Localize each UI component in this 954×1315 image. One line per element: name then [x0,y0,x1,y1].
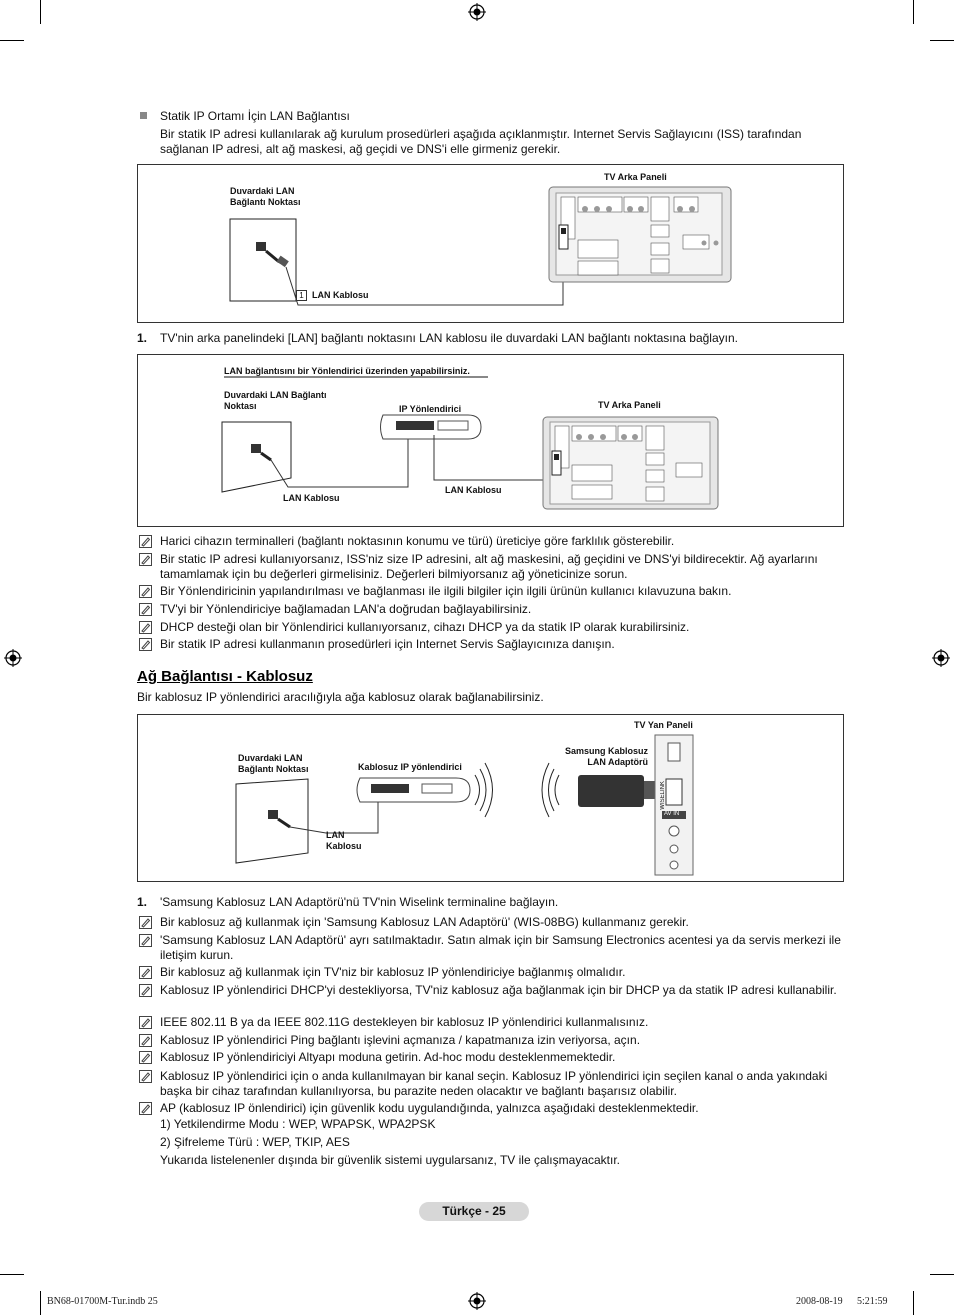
sub-line: 1) Yetkilendirme Modu : WEP, WPAPSK, WPA2PSK [160,1117,436,1131]
section-title: Statik IP Ortamı İçin LAN Bağlantısı [160,109,350,123]
note-icon [139,1102,152,1115]
note-icon [139,638,152,651]
step-number: 1. [137,331,148,345]
note-text: Kablosuz IP yönlendiriciyi Altyapı moduna getirin. Ad-hoc modu desteklenmemektedir. [160,1050,616,1064]
section-intro: Bir statik IP adresi kullanılarak ağ kurulum prosedürleri aşağıda açıklanmıştır. Internet Servis Sağlayıcını (ISS) tarafından sağlanan IP adresi, alt ağ maskesi, ağ geçidi ve DNS'i elle girmeniz gerekir. [160,127,802,156]
crop-mark [913,1291,914,1315]
note-text: Kablosuz IP yönlendirici Ping bağlantı işlevini açmanıza / kapatmanıza izin veriyorsa, açın. [160,1033,641,1047]
crop-mark [40,0,41,24]
diagram-lan-direct [137,164,844,323]
crop-mark [0,40,24,41]
note-text: AP (kablosuz IP önlendirici) için güvenlik kodu uygulandığında, yalnızca aşağıdaki desteklenmektedir. [160,1101,699,1115]
lan-cable-label: LAN Kablosu [326,830,362,851]
note-text: IEEE 802.11 B ya da IEEE 802.11G destekleyen bir kablosuz IP yönlendirici kullanmalısınız. [160,1015,649,1029]
note-text: Bir Yönlendiricinin yapılandırılması ve bağlanması ile ilgili bilgiler için ilgili ürünün kullanıcı kılavuzuna bakın. [160,584,732,598]
registration-mark-icon [468,1292,486,1310]
note-icon [139,535,152,548]
step-text: 'Samsung Kablosuz LAN Adaptörü'nü TV'nin Wiselink terminaline bağlayın. [160,895,559,909]
crop-mark [913,0,914,24]
lan-cable-label: LAN Kablosu [283,493,340,503]
note-icon [139,966,152,979]
note-text: Bir kablosuz ağ kullanmak için 'Samsung Kablosuz LAN Adaptörü' (WIS-08BG) kullanmanız gerekir. [160,915,689,929]
print-date: 2008-08-19 [796,1296,843,1307]
section-heading: Ağ Bağlantısı - Kablosuz [137,668,313,685]
note-text: Harici cihazın terminalleri (bağlantı noktasının konumu ve türü) üreticiye göre farklılık gösterebilir. [160,534,675,548]
diagram-wireless-art [138,715,843,881]
wireless-router-label: Kablosuz IP yönlendirici [358,762,462,772]
registration-mark-icon [4,649,22,667]
note-icon [139,984,152,997]
registration-mark-icon [468,3,486,21]
diagram-lan-router [137,354,844,527]
lan-cable-label: LAN Kablosu [312,290,369,300]
note-icon [139,553,152,566]
page-number-badge: Türkçe - 25 [419,1202,529,1221]
wall-lan-label: Duvardaki LAN Bağlantı Noktası [224,390,327,411]
lan-cable-label: LAN Kablosu [445,485,502,495]
note-icon [139,1016,152,1029]
registration-mark-icon [932,649,950,667]
note-icon [139,1070,152,1083]
note-icon [139,934,152,947]
note-text: DHCP desteği olan bir Yönlendirici kullanıyorsanız, cihazı DHCP ya da statik IP olarak kurabilirsiniz. [160,620,690,634]
note-icon [139,916,152,929]
crop-mark [930,40,954,41]
print-time: 5:21:59 [857,1296,888,1307]
note-icon [139,1034,152,1047]
note-text: Kablosuz IP yönlendirici DHCP'yi destekliyorsa, TV'niz kablosuz ağa bağlanmak için bir DHCP ya da statik IP adresi kullanabilir. [160,983,837,997]
note-icon [139,585,152,598]
note-icon [139,603,152,616]
adapter-label: Samsung Kablosuz LAN Adaptörü [564,746,648,767]
note-text: TV'yi bir Yönlendiriciye bağlamadan LAN'a doğrudan bağlayabilirsiniz. [160,602,532,616]
ip-router-label: IP Yönlendirici [399,404,462,414]
note-icon [139,621,152,634]
file-name: BN68-01700M-Tur.indb 25 [47,1296,158,1307]
tv-panel-label: TV Arka Paneli [604,172,667,182]
note-text: Bir static IP adresi kullanıyorsanız, ISS'niz size IP adresini, alt ağ maskesini, ağ geçidini ve DNS'yi bildirecektir. Ağ ayarlarını tamamlamak için bu değerleri girmelisiniz. Değerleri bilmiyorsanız ağ yöneticinize sorun. [160,552,818,581]
note-text: Bir statik IP adresi kullanmanın prosedürleri için Internet Servis Sağlayıcınıza danışın. [160,637,615,651]
step-number: 1. [137,895,148,909]
note-text: 'Samsung Kablosuz LAN Adaptörü' ayrı satılmaktadır. Satın almak için bir Samsung Electronics acentesi ya da servis merkezi ile iletişim kurun. [160,933,841,962]
step-text: TV'nin arka panelindeki [LAN] bağlantı noktasını LAN kablosu ile duvardaki LAN bağlantı noktasına bağlayın. [160,331,738,345]
wiselink-port-label: WISELINK [660,781,666,810]
wall-lan-label: Duvardaki LAN Bağlantı Noktası [238,753,309,774]
cable-number-badge: 1 [296,290,307,301]
crop-mark [930,1274,954,1275]
square-bullet-icon [140,112,147,119]
crop-mark [0,1274,24,1275]
tv-side-label: TV Yan Paneli [634,720,693,730]
diagram-lan-router-art [138,355,843,526]
router-hint: LAN bağlantısını bir Yönlendirici üzerinden yapabilirsiniz. [224,366,470,376]
diagram-wireless [137,714,844,882]
note-text: Bir kablosuz ağ kullanmak için TV'niz bir kablosuz IP yönlendiriciye bağlanmış olmalıdır. [160,965,626,979]
sub-line: Yukarıda listelenenler dışında bir güvenlik sistemi uygularsanız, TV ile çalışmayacaktır. [160,1153,620,1167]
section-intro: Bir kablosuz IP yönlendirici aracılığıyla ağa kablosuz olarak bağlanabilirsiniz. [137,690,544,704]
note-icon [139,1051,152,1064]
note-text: Kablosuz IP yönlendirici için o anda kullanılmayan bir kanal seçin. Kablosuz IP yönlendirici için seçilen kanal o anda yakındaki başka bir cihaz tarafından kullanılıyorsa, bu parazite neden olacaktır ve bağlantı başarısız olabilir. [160,1069,828,1098]
wall-lan-label: Duvardaki LAN Bağlantı Noktası [230,186,301,207]
tv-panel-label: TV Arka Paneli [598,400,661,410]
crop-mark [40,1291,41,1315]
av-in-label: AV IN [664,811,680,817]
sub-line: 2) Şifreleme Türü : WEP, TKIP, AES [160,1135,350,1149]
